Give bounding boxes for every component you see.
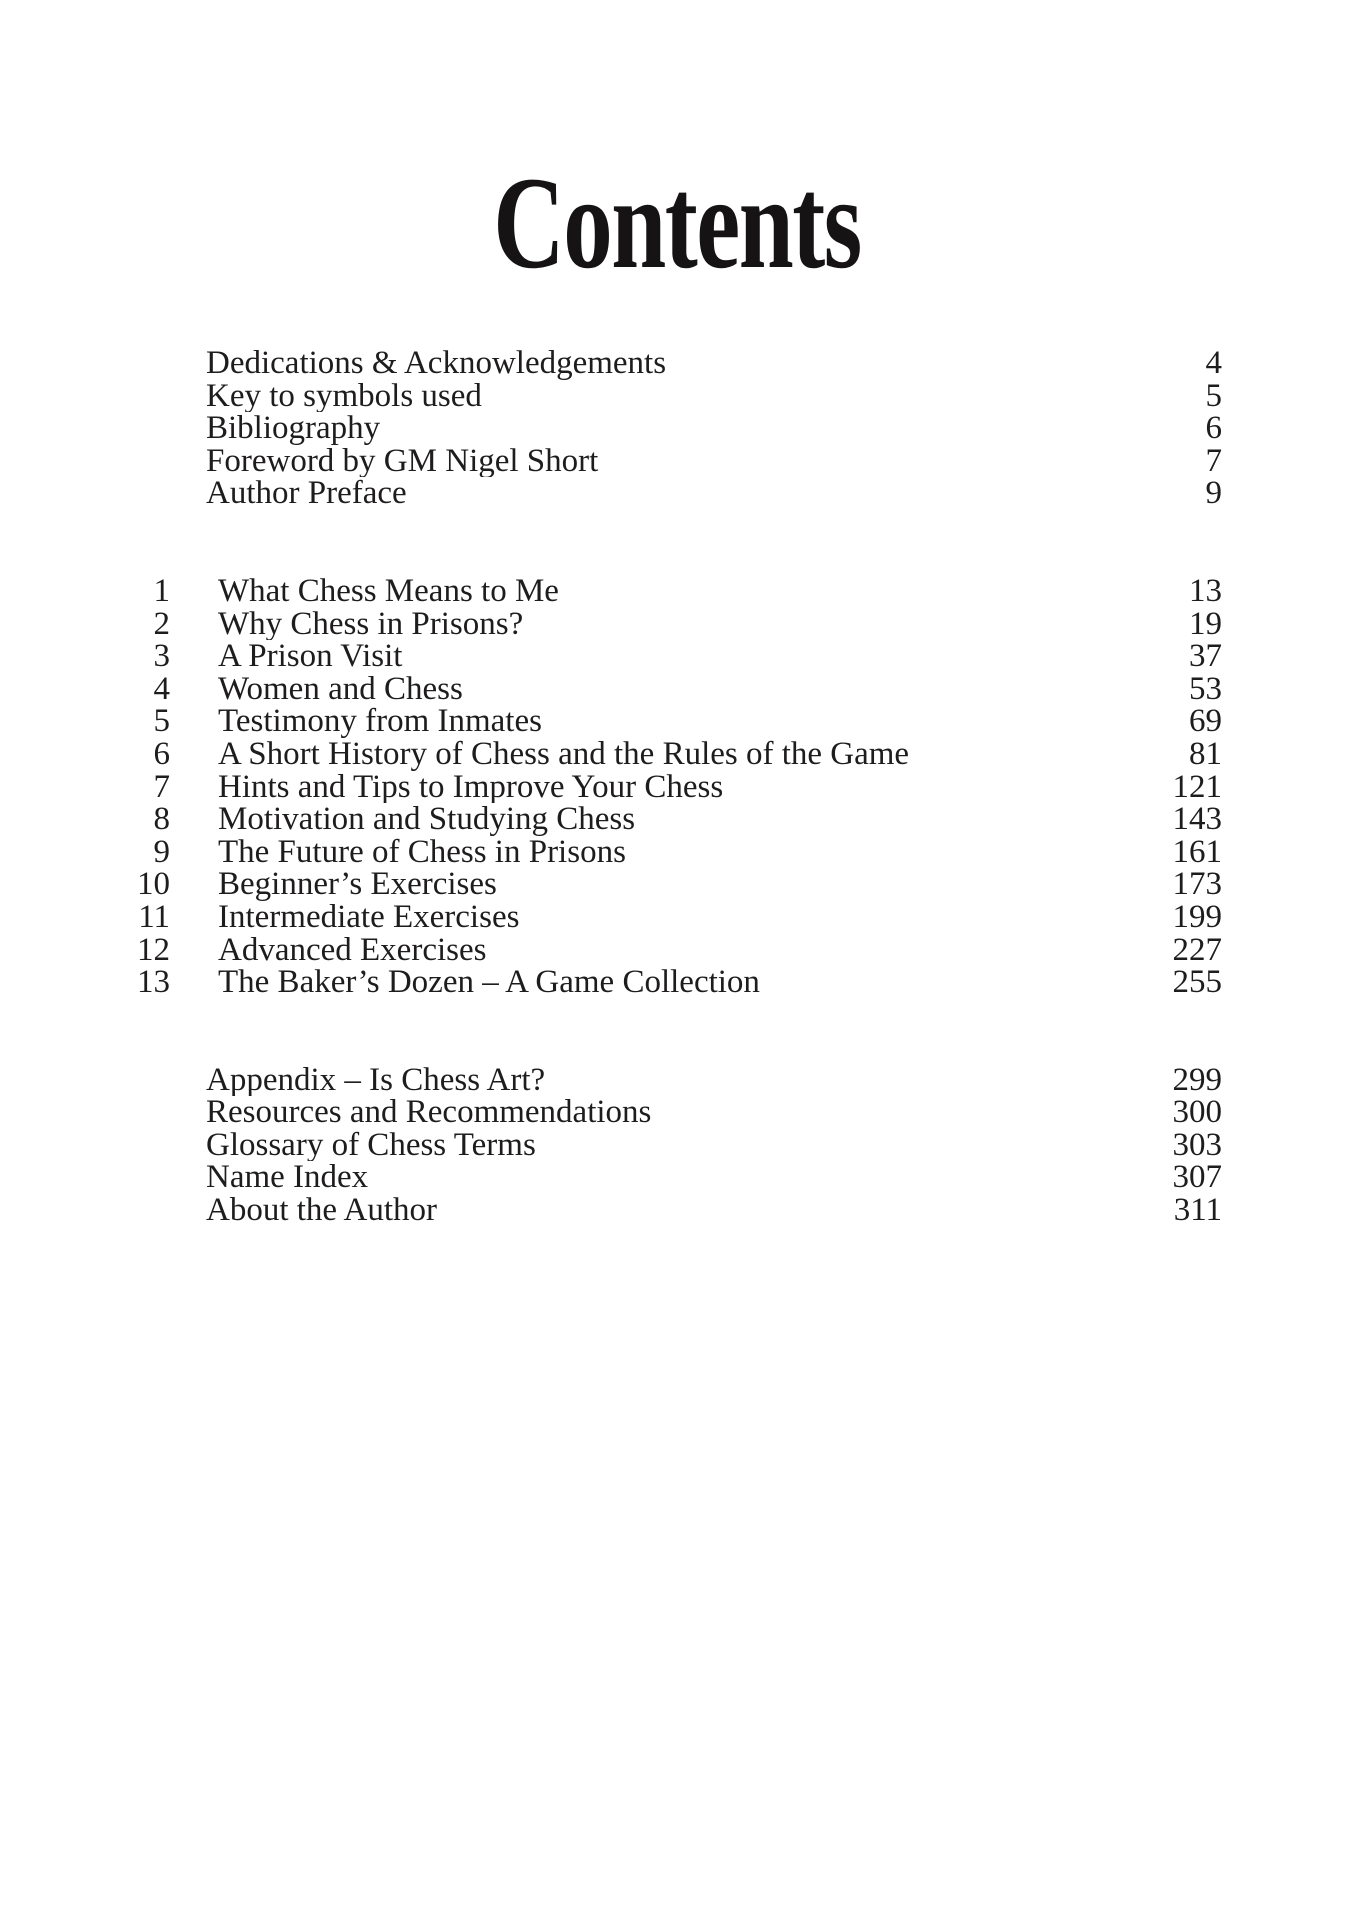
chapter-number: 13 (137, 964, 170, 1001)
entry-title: The Baker’s Dozen – A Game Collection (218, 966, 760, 999)
entry-title: The Future of Chess in Prisons (218, 835, 626, 869)
table-of-contents (0, 347, 1354, 1227)
chapters-section (104, 572, 1222, 1001)
entry-page-number: 5 (1205, 377, 1222, 414)
entry-title: About the Author (206, 1194, 437, 1227)
entry-page-number: 9 (1205, 475, 1222, 512)
toc-entry (104, 966, 1222, 999)
entry-page-number: 199 (1172, 898, 1222, 935)
toc-entry (104, 1061, 1222, 1098)
toc-entry (104, 377, 1222, 414)
entry-page-number: 303 (1172, 1126, 1222, 1163)
toc-entry (104, 412, 1222, 445)
toc-entry (104, 670, 1222, 707)
chapter-number: 3 (153, 638, 170, 675)
entry-title: Intermediate Exercises (218, 900, 520, 934)
toc-entry (104, 1194, 1222, 1227)
entry-title: Beginner’s Exercises (218, 868, 497, 901)
entry-title: Appendix – Is Chess Art? (206, 1063, 546, 1097)
toc-entry (104, 931, 1222, 968)
chapter-number: 6 (153, 735, 170, 772)
toc-entry (104, 442, 1222, 479)
entry-page-number: 143 (1172, 801, 1222, 838)
toc-entry (104, 605, 1222, 642)
page-title: Contents (493, 149, 861, 296)
entry-title: Why Chess in Prisons? (218, 607, 524, 641)
entry-page-number: 299 (1172, 1061, 1222, 1098)
entry-page-number: 307 (1172, 1159, 1222, 1196)
front-matter-section (104, 347, 1222, 510)
chapter-number: 1 (153, 572, 170, 609)
entry-page-number: 4 (1205, 345, 1222, 381)
entry-page-number: 173 (1172, 866, 1222, 903)
entry-title: A Prison Visit (218, 640, 403, 673)
entry-page-number: 6 (1205, 410, 1222, 447)
entry-page-number: 255 (1172, 964, 1222, 1001)
section-spacer (104, 999, 1222, 1064)
entry-title: Bibliography (206, 412, 381, 445)
chapter-number: 4 (153, 670, 170, 707)
entry-page-number: 19 (1189, 605, 1222, 642)
entry-title: Advanced Exercises (218, 933, 487, 967)
entry-title: Foreword by GM Nigel Short (206, 444, 599, 478)
entry-page-number: 37 (1189, 638, 1222, 675)
back-matter-section (104, 1061, 1222, 1229)
entry-title: Author Preface (206, 477, 407, 510)
entry-title: What Chess Means to Me (218, 574, 559, 608)
entry-title: A Short History of Chess and the Rules of the Game (218, 737, 910, 771)
entry-title: Hints and Tips to Improve Your Chess (218, 770, 724, 804)
chapter-number: 9 (153, 833, 170, 870)
entry-title: Name Index (206, 1161, 369, 1195)
entry-page-number: 227 (1172, 931, 1222, 968)
toc-entry (104, 868, 1222, 901)
toc-entry (104, 898, 1222, 935)
toc-entry (104, 803, 1222, 836)
toc-entry (104, 477, 1222, 510)
toc-entry (104, 768, 1222, 805)
toc-entry (104, 572, 1222, 609)
entry-page-number: 121 (1172, 768, 1222, 805)
entry-title: Resources and Recommendations (206, 1096, 652, 1129)
chapter-number: 7 (153, 768, 170, 805)
entry-page-number: 53 (1189, 670, 1222, 707)
entry-page-number: 7 (1205, 442, 1222, 479)
entry-title: Glossary of Chess Terms (206, 1128, 536, 1162)
toc-entry (104, 640, 1222, 673)
toc-entry (104, 1096, 1222, 1129)
toc-entry (104, 1161, 1222, 1194)
chapter-number: 10 (137, 866, 170, 903)
entry-page-number: 300 (1172, 1094, 1222, 1131)
chapter-number: 5 (153, 703, 170, 740)
entry-page-number: 13 (1189, 572, 1222, 609)
entry-title: Testimony from Inmates (218, 705, 542, 738)
entry-page-number: 311 (1173, 1192, 1222, 1229)
toc-entry (104, 347, 1222, 380)
toc-entry (104, 1126, 1222, 1163)
chapter-number: 2 (153, 605, 170, 642)
entry-page-number: 81 (1189, 735, 1222, 772)
entry-page-number: 161 (1172, 833, 1222, 870)
entry-title: Women and Chess (218, 672, 463, 706)
entry-title: Motivation and Studying Chess (218, 803, 636, 836)
toc-entry (104, 705, 1222, 738)
chapter-number: 8 (153, 801, 170, 838)
entry-page-number: 69 (1189, 703, 1222, 740)
toc-entry (104, 833, 1222, 870)
chapter-number: 11 (138, 898, 170, 935)
toc-entry (104, 735, 1222, 772)
entry-title: Key to symbols used (206, 379, 482, 413)
section-spacer (104, 510, 1222, 575)
entry-title: Dedications & Acknowledgements (206, 347, 667, 380)
chapter-number: 12 (137, 931, 170, 968)
